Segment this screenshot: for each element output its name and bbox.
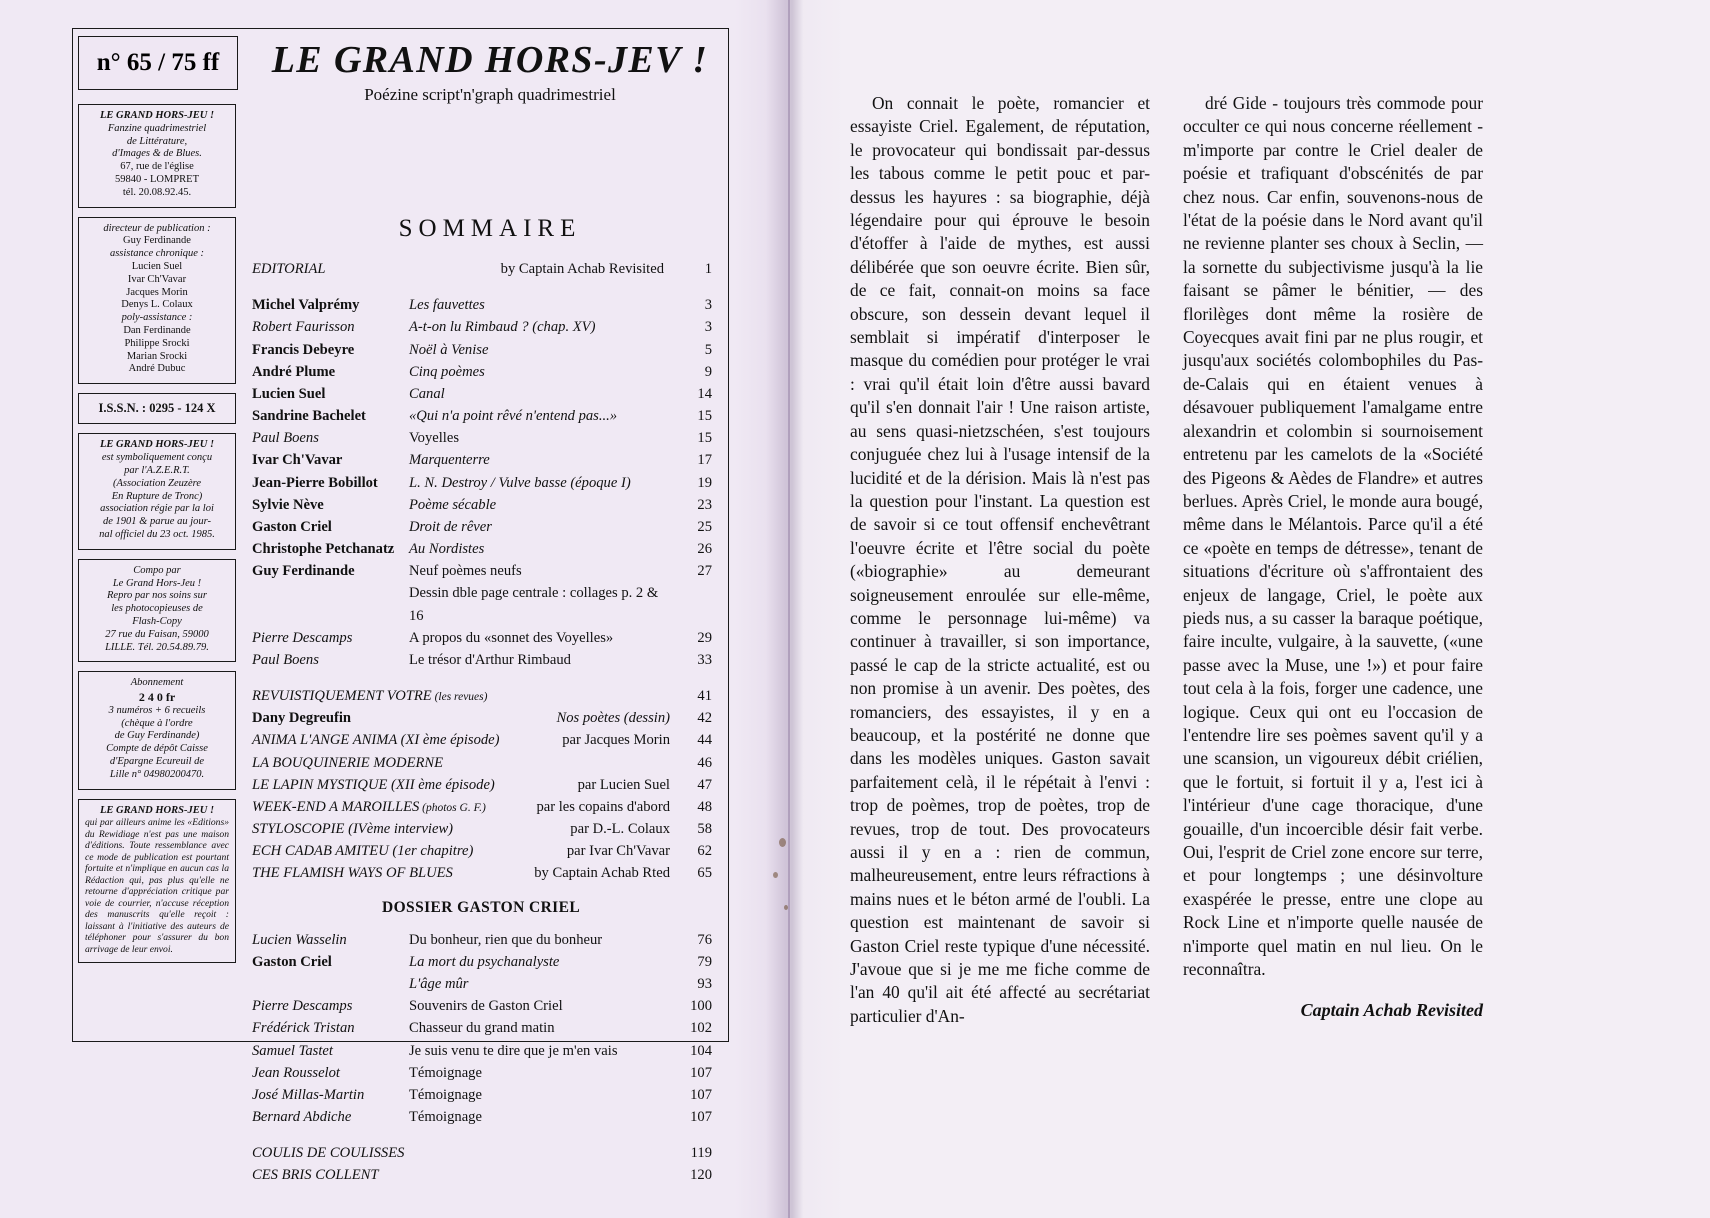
- toc-contributor: Nos poètes (dessin): [556, 710, 670, 727]
- toc-page-number: 25: [697, 518, 712, 535]
- issn-value: I.S.S.N. : 0295 - 124 X: [98, 401, 216, 416]
- subscription-line: (chèque à l'ordre: [121, 717, 193, 729]
- toc-page-number: 27: [697, 563, 712, 580]
- toc-author: Christophe Petchanatz: [252, 541, 395, 558]
- toc-author: Lucien Wasselin: [252, 931, 347, 948]
- credits-person: Philippe Srocki: [124, 337, 190, 349]
- printing-line: 27 rue du Faisan, 59000: [105, 628, 209, 640]
- toc-title: Je suis venu te dire que je m'en vais: [409, 1042, 618, 1059]
- colophon-address-box: [78, 104, 236, 208]
- toc-page-number: 3: [704, 319, 712, 336]
- credits-person: Jacques Morin: [126, 286, 188, 298]
- toc-title: L'âge mûr: [409, 975, 469, 992]
- toc-row[interactable]: [252, 1062, 712, 1084]
- toc-author: Lucien Suel: [252, 385, 326, 402]
- toc-editorial-page: 1: [704, 261, 712, 277]
- toc-title: Chasseur du grand matin: [409, 1020, 555, 1037]
- toc-title: A propos du «sonnet des Voyelles»: [409, 629, 614, 646]
- association-line: association régie par la loi: [100, 503, 214, 515]
- toc-note: (photos G. F.): [419, 801, 486, 814]
- toc-page-number: 26: [697, 541, 712, 558]
- toc-row[interactable]: [252, 707, 712, 729]
- association-name: LE GRAND HORS-JEU !: [99, 439, 215, 451]
- table-of-contents: [252, 258, 712, 1187]
- toc-title: Le trésor d'Arthur Rimbaud: [409, 651, 571, 668]
- toc-row[interactable]: [252, 538, 712, 560]
- association-line: nal officiel du 23 oct. 1985.: [99, 528, 215, 540]
- toc-row[interactable]: [252, 752, 712, 774]
- toc-page-number: 104: [690, 1042, 712, 1059]
- toc-title: La mort du psychanalyste: [409, 953, 560, 970]
- toc-row[interactable]: [252, 818, 712, 840]
- toc-author: Michel Valprémy: [252, 297, 360, 314]
- toc-contributor: par D.-L. Colaux: [570, 821, 670, 838]
- toc-page-number: 15: [697, 430, 712, 447]
- toc-page-number: 58: [697, 821, 712, 838]
- show-through-text: [820, 1088, 1180, 1100]
- toc-section-title: STYLOSCOPIE (IVème interview): [252, 821, 454, 838]
- colophon-line: Fanzine quadrimestriel: [107, 122, 207, 134]
- toc-page-number: 19: [697, 474, 712, 491]
- toc-title: A-t-on lu Rimbaud ? (chap. XV): [409, 319, 596, 336]
- toc-page-number: 23: [697, 496, 712, 513]
- toc-page-number: 93: [697, 975, 712, 992]
- toc-contributor: par Lucien Suel: [577, 776, 670, 793]
- toc-note: (les revues): [431, 691, 488, 704]
- editorial-signature: Captain Achab Revisited: [1300, 1000, 1483, 1020]
- printing-line: Flash-Copy: [132, 615, 182, 627]
- toc-page-number: 76: [697, 931, 712, 948]
- toc-page-number: 107: [690, 1064, 712, 1081]
- colophon-name: LE GRAND HORS-JEU !: [99, 110, 215, 121]
- association-line: de 1901 & parue au jour-: [103, 516, 211, 528]
- toc-page-number: 107: [690, 1109, 712, 1126]
- subscription-box: [78, 671, 236, 789]
- credits-role: directeur de publication :: [103, 222, 211, 234]
- printing-line: Repro par nos soins sur: [107, 590, 207, 602]
- toc-contributor: par Ivar Ch'Vavar: [566, 843, 670, 860]
- toc-author: Samuel Tastet: [252, 1042, 333, 1059]
- toc-author: Jean-Pierre Bobillot: [252, 474, 378, 491]
- toc-author: Francis Debeyre: [252, 341, 355, 358]
- toc-author: José Millas-Martin: [252, 1086, 365, 1103]
- toc-author: Bernard Abdiche: [252, 1109, 352, 1126]
- dossier-heading: DOSSIER GASTON CRIEL: [382, 898, 581, 916]
- toc-row[interactable]: [252, 729, 712, 751]
- toc-section-title: REVUISTIQUEMENT VOTRE (les revues): [252, 688, 488, 705]
- toc-author: Gaston Criel: [252, 953, 332, 970]
- toc-editorial-by: by Captain Achab Revisited: [500, 261, 664, 277]
- toc-title: Dessin dble page centrale : collages p. 2 & 16: [409, 585, 659, 624]
- toc-dossier-list: [252, 929, 712, 1129]
- subscription-label: Abonnement: [130, 677, 184, 689]
- toc-tail-list: [252, 1142, 712, 1186]
- page-fold-line: [788, 0, 790, 1218]
- toc-row[interactable]: [252, 973, 712, 995]
- toc-author: André Plume: [252, 363, 336, 380]
- colophon-line: d'Images & de Blues.: [112, 148, 202, 160]
- toc-page-number: 62: [697, 843, 712, 860]
- toc-page-number: 120: [690, 1167, 712, 1184]
- editorial-column-2: [1183, 92, 1483, 981]
- toc-section-title: COULIS DE COULISSES: [252, 1145, 405, 1162]
- toc-title: Noël à Venise: [409, 341, 489, 358]
- toc-author: Jean Rousselot: [252, 1064, 340, 1081]
- magazine-title: LE GRAND HORS-JEV !: [271, 39, 709, 81]
- toc-row[interactable]: [252, 339, 712, 361]
- toc-contributor: par les copains d'abord: [536, 798, 670, 815]
- toc-page-number: 107: [690, 1086, 712, 1103]
- editorial-column-1: [850, 92, 1150, 1028]
- toc-title: «Qui n'a point rêvé n'entend pas...»: [409, 408, 618, 425]
- credits-role: poly-assistance :: [121, 312, 193, 324]
- editorial-paragraph-1: On connait le poète, romancier et essayiste Criel. Egalement, de réputation, le provocateur qui bondissait par-dessus les tabous comme le petit pouc et par-dessus les hayures : sa biographie, déjà légendaire pour qui éprouve le besoin d'étoffer à l'aide de mythes, est aussi délibérée que son oeuvre écrite. Bien sûr, de ce fait, connait-on moins sa face obscure, son dessein devant lequel il semblait si impératif d'interposer le masque du comédien pour protéger le vrai : vrai qu'il était loin d'être aussi bavard qu'il s'en donnait l'air ! Une raison artiste, au sens quasi-nietzschéen, s'est toujours conjuguée chez lui à l'usage intensif de la lucidité et de la dérision. Mais là n'est pas la question pour l'instant. La question est de savoir si ce tout offensif enchevêtrant l'oeuvre écrite et l'être social du poète («biographie» au demeurant soigneusement enroulée sur elle-même, comme le personnage lui-même) va continuer à travailler, si son importance, passé le cap de la stricte actualité, est ou non promise à un avenir. Des poètes, des romanciers, des essayistes, il y en a beaucoup, et la postérité ne donne que dans les modèles uniques. Gaston savait parfaitement celà, il le répétait à l'envi : trop de poèmes, trop de poètes, trop de revues, trop de tout. Des provocateurs aussi il y en a : rien de commun, malheureusement, entre leurs réfractions à mains nues et le béton armé de l'oubli. La question est maintenant de savoir si Gaston Criel reste typique d'une nécessité. J'avoue que si je me me fiche comme de l'an 40 qu'il ait été affecté au secrétariat particulier d'An-: [850, 93, 1150, 1026]
- association-line: est symboliquement conçu: [101, 452, 213, 464]
- toc-row[interactable]: [252, 494, 712, 516]
- toc-section-title: ECH CADAB AMITEU (1er chapitre): [252, 843, 474, 860]
- toc-spacer: [252, 921, 712, 929]
- toc-author: Pierre Descamps: [252, 629, 353, 646]
- toc-revues-list: [252, 685, 712, 885]
- toc-title: L. N. Destroy / Vulve basse (époque I): [409, 474, 631, 491]
- toc-row[interactable]: [252, 649, 712, 671]
- toc-row[interactable]: [252, 840, 712, 862]
- toc-row[interactable]: [252, 995, 712, 1017]
- toc-row[interactable]: [252, 472, 712, 494]
- toc-section-title: ANIMA L'ANGE ANIMA (XI ème épisode): [252, 732, 500, 749]
- toc-section-title: Dany Degreufin: [252, 710, 352, 727]
- toc-page-number: 42: [697, 710, 712, 727]
- toc-page-number: 9: [704, 363, 712, 380]
- issn-box: [78, 393, 236, 424]
- toc-title: Cinq poèmes: [409, 363, 485, 380]
- toc-author: Frédérick Tristan: [252, 1020, 355, 1037]
- toc-page-number: 102: [690, 1020, 712, 1037]
- toc-title: Témoignage: [409, 1064, 482, 1081]
- toc-author: Pierre Descamps: [252, 998, 353, 1015]
- credits-role: assistance chronique :: [109, 248, 205, 260]
- subscription-line: Compte de dépôt Caisse: [106, 743, 208, 755]
- toc-contributor: by Captain Achab Rted: [534, 865, 670, 882]
- toc-page-number: 3: [704, 297, 712, 314]
- association-line: par l'A.Z.E.R.T.: [124, 464, 190, 476]
- toc-spacer: [252, 885, 712, 899]
- subscription-line: Lille n° 04980200470.: [109, 768, 205, 780]
- printing-box: [78, 559, 236, 663]
- toc-row[interactable]: [252, 560, 712, 582]
- toc-page-number: 14: [697, 385, 712, 402]
- subscription-line: de Guy Ferdinande): [114, 730, 200, 742]
- toc-row[interactable]: [252, 1164, 712, 1186]
- toc-title: Droit de rêver: [409, 518, 492, 535]
- issue-price-badge: n° 65 / 75 ff: [78, 36, 238, 90]
- toc-editorial-label: EDITORIAL: [252, 261, 326, 277]
- toc-row[interactable]: [252, 449, 712, 471]
- toc-page-number: 65: [697, 865, 712, 882]
- colophon-rail: [78, 104, 236, 972]
- toc-title: Souvenirs de Gaston Criel: [409, 998, 563, 1015]
- disclaimer-text: qui par ailleurs anime les «Editions» du Rewidiage n'est pas une maison d'éditions. Toute ressemblance avec ce mode de publication est pourtant fortuite et n'implique en aucun cas la Rédaction qui, pas plus qu'elle ne retourne d'appréciation critique par voie de courrier, n'accuse réception des manuscrits qu'elle reçoit : laissant à l'initiative des auteurs de téléphoner pour s'assurer du bon arrivage de leur envoi.: [85, 817, 229, 955]
- toc-title: Canal: [409, 385, 445, 402]
- toc-page-number: 29: [697, 629, 712, 646]
- toc-row[interactable]: [252, 1142, 712, 1164]
- credits-person: Ivar Ch'Vavar: [127, 273, 187, 285]
- toc-contributor: par Jacques Morin: [562, 732, 670, 749]
- toc-title: Neuf poèmes neufs: [409, 563, 522, 580]
- toc-section-title: LA BOUQUINERIE MODERNE: [252, 754, 444, 771]
- toc-row[interactable]: [252, 627, 712, 649]
- toc-row[interactable]: [252, 427, 712, 449]
- toc-author: Ivar Ch'Vavar: [252, 452, 343, 469]
- sommaire-heading: SOMMAIRE: [398, 215, 582, 242]
- toc-title: Voyelles: [409, 430, 459, 447]
- toc-page-number: 79: [697, 953, 712, 970]
- paper-speck: [773, 872, 778, 878]
- printing-line: LILLE. Tél. 20.54.89.79.: [105, 641, 209, 653]
- colophon-phone: tél. 20.08.92.45.: [122, 186, 192, 198]
- toc-page-number: 17: [697, 452, 712, 469]
- toc-section-title: CES BRIS COLLENT: [252, 1167, 379, 1184]
- colophon-city: 59840 - LOMPRET: [115, 173, 199, 185]
- toc-row[interactable]: [252, 361, 712, 383]
- subscription-line: 3 numéros + 6 recueils: [108, 704, 206, 716]
- subscription-price: 2 4 0 fr: [138, 690, 176, 705]
- toc-title: Témoignage: [409, 1086, 482, 1103]
- toc-page-number: 33: [697, 651, 712, 668]
- toc-page-number: 100: [690, 998, 712, 1015]
- disclaimer-title: LE GRAND HORS-JEU !: [99, 804, 215, 816]
- toc-page-number: 15: [697, 408, 712, 425]
- toc-row[interactable]: [252, 1084, 712, 1106]
- toc-row[interactable]: [252, 1017, 712, 1039]
- toc-author: Robert Faurisson: [252, 319, 355, 336]
- association-box: [78, 433, 236, 549]
- toc-author: Guy Ferdinande: [252, 563, 355, 580]
- toc-section-title: LE LAPIN MYSTIQUE (XII ème épisode): [252, 776, 495, 793]
- toc-row[interactable]: [252, 582, 712, 626]
- toc-row[interactable]: [252, 685, 712, 707]
- credits-person: André Dubuc: [128, 363, 186, 375]
- credits-person: Marian Srocki: [126, 350, 188, 362]
- toc-spacer: [252, 1128, 712, 1142]
- paper-speck: [784, 905, 788, 910]
- toc-author: Sandrine Bachelet: [252, 408, 366, 425]
- colophon-street: 67, rue de l'église: [120, 161, 194, 173]
- toc-section-title: THE FLAMISH WAYS OF BLUES: [252, 865, 453, 882]
- toc-row[interactable]: [252, 796, 712, 818]
- toc-title: Poème sécable: [409, 496, 497, 513]
- toc-row[interactable]: [252, 516, 712, 538]
- association-line: En Rupture de Tronc): [111, 490, 203, 502]
- toc-row[interactable]: [252, 405, 712, 427]
- toc-spacer: [252, 280, 712, 294]
- toc-author: Paul Boens: [252, 651, 319, 668]
- credits-person: Lucien Suel: [131, 260, 183, 272]
- toc-row[interactable]: [252, 294, 712, 316]
- toc-section-title: WEEK-END A MAROILLES (photos G. F.): [252, 798, 486, 815]
- toc-title: Témoignage: [409, 1109, 482, 1126]
- toc-row[interactable]: [252, 862, 712, 884]
- printing-line: les photocopieuses de: [111, 603, 203, 615]
- toc-author: Paul Boens: [252, 430, 319, 447]
- toc-row[interactable]: [252, 951, 712, 973]
- association-line: (Association Zeuzère: [113, 477, 201, 489]
- toc-author: Sylvie Nève: [252, 496, 324, 513]
- disclaimer-box: [78, 799, 236, 964]
- toc-row[interactable]: [252, 383, 712, 405]
- toc-author: Gaston Criel: [252, 518, 332, 535]
- colophon-line: de Littérature,: [126, 135, 188, 147]
- editorial-paragraph-2: dré Gide - toujours très commode pour occulter ce qui nous concerne réellement - m'importe par contre le Criel dealer de poésie et trafiquant d'obscénités de par chez nous. Car enfin, souvenons-nous de l'état de la poésie dans le Nord avant qu'il ne revienne planter ses choux à Seclin, — la sornette du subjectivisme jusqu'à la lie faisant se pâmer le bénitier, — des florilèges dont même la rosière de Coyecques avait fini par ne plus rougir, et jusqu'aux sociétés colombophiles du Pas-de-Calais qui en étaient venues à désavouer publiquement l'amalgame entre alexandrin et colombin si sournoisement entretenu par les camelots de la «Société des Pigeons & Aèdes de Flandre» et autres berlues. Après Criel, le monde aura bougé, même dans le Mélantois. Parce qu'il a été ce «poète en temps de détresse», tenant de situations d'écriture où s'affrontaient des enjeux de langage, Criel, le poète aux pieds nus, a su casser la baraque poétique, faire inculte, vulgaire, à la sauvette, («une passe avec la Muse, une !») et pour faire tout cela à la fois, forger une cadence, une logique. Ceux qui ont eu l'occasion de l'entendre lire ses poèmes savent qu'il y a une scansion, un vigoureux débit criélien, que le fortuit, si fortuit il y a, l'est ici à l'intérieur d'une cage thoracique, d'une gouaille, d'un incoercible désir fait verbe. Oui, l'esprit de Criel zone encore sur terre, et pour longtemps ; une désinvolture exaspérée le presse, entre une clope au Rock Line et n'importe quelle nausée de n'importe quel matin en nul lieu. On le reconnaîtra.: [1183, 93, 1483, 980]
- credits-person: Guy Ferdinande: [123, 235, 191, 247]
- toc-page-number: 48: [697, 798, 712, 815]
- masthead-credits-box: [78, 217, 236, 385]
- credits-person: Dan Ferdinande: [123, 324, 191, 336]
- toc-row[interactable]: [252, 316, 712, 338]
- toc-page-number: 46: [697, 754, 712, 771]
- printing-line: Le Grand Hors-Jeu !: [112, 577, 202, 589]
- toc-title: Du bonheur, rien que du bonheur: [409, 931, 603, 948]
- toc-page-number: 44: [697, 732, 712, 749]
- toc-page-number: 41: [697, 688, 712, 705]
- toc-page-number: 119: [690, 1145, 712, 1162]
- credits-person: Denys L. Colaux: [121, 299, 193, 311]
- toc-spacer: [252, 671, 712, 685]
- toc-row[interactable]: [252, 774, 712, 796]
- toc-row[interactable]: [252, 1106, 712, 1128]
- magazine-subtitle: Poézine script'n'graph quadrimestriel: [364, 85, 616, 104]
- toc-entries-list: [252, 294, 712, 671]
- toc-page-number: 47: [697, 776, 712, 793]
- toc-page-number: 5: [704, 341, 712, 358]
- toc-title: Marquenterre: [409, 452, 490, 469]
- toc-title: Au Nordistes: [409, 541, 485, 558]
- toc-row[interactable]: [252, 1040, 712, 1062]
- page-gutter-shadow: [735, 0, 845, 1218]
- printing-line: Compo par: [133, 564, 181, 576]
- subscription-line: d'Epargne Ecureuil de: [109, 755, 205, 767]
- toc-row[interactable]: [252, 929, 712, 951]
- paper-speck: [779, 838, 786, 847]
- toc-title: Les fauvettes: [409, 297, 485, 314]
- toc-row-editorial: [252, 258, 712, 280]
